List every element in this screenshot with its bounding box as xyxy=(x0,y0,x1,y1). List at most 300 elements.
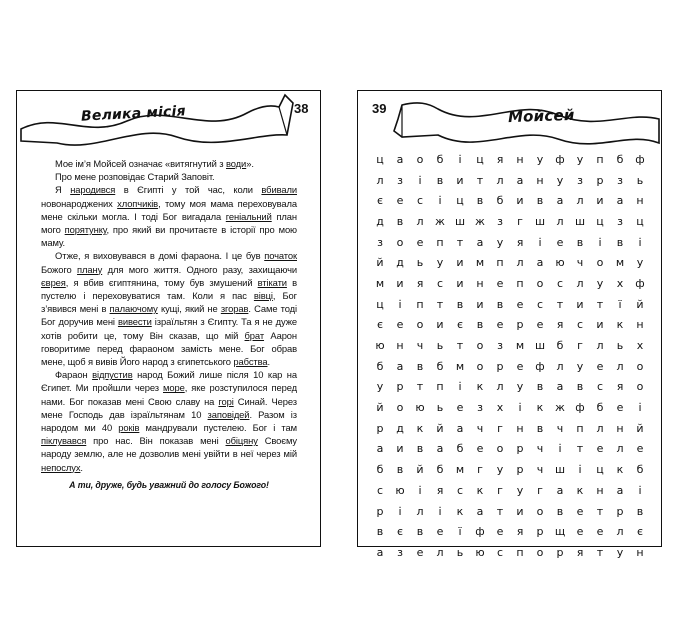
grid-letter[interactable]: ю xyxy=(555,256,565,270)
grid-letter[interactable]: я xyxy=(616,380,624,394)
page-title: Мойсей xyxy=(507,105,575,127)
grid-letter[interactable]: е xyxy=(596,442,604,456)
grid-letter[interactable]: и xyxy=(456,173,464,187)
grid-letter[interactable]: н xyxy=(536,173,544,187)
grid-letter[interactable]: а xyxy=(476,504,484,518)
grid-letter[interactable]: ь xyxy=(456,545,464,559)
grid-letter[interactable]: р xyxy=(596,173,604,187)
grid-letter[interactable]: з xyxy=(497,339,503,353)
grid-letter[interactable]: у xyxy=(376,380,384,394)
grid-letter[interactable]: о xyxy=(396,401,404,415)
grid-letter[interactable]: ц xyxy=(596,214,604,228)
grid-letter[interactable]: у xyxy=(496,463,504,477)
grid-letter[interactable]: ю xyxy=(395,483,405,497)
grid-letter[interactable]: т xyxy=(596,545,604,559)
grid-letter[interactable]: г xyxy=(497,483,503,497)
grid-letter[interactable]: б xyxy=(376,359,384,373)
grid-row xyxy=(370,252,650,273)
grid-letter[interactable]: я xyxy=(436,483,444,497)
grid-letter[interactable]: с xyxy=(556,276,564,290)
grid-letter[interactable]: в xyxy=(576,380,584,394)
grid-letter[interactable]: ф xyxy=(475,525,485,539)
grid-letter[interactable]: е xyxy=(556,235,564,249)
grid-letter[interactable]: с xyxy=(436,276,444,290)
grid-letter[interactable]: з xyxy=(617,214,623,228)
grid-letter[interactable]: г xyxy=(577,339,583,353)
grid-letter[interactable]: а xyxy=(376,545,384,559)
grid-letter[interactable]: і xyxy=(518,401,522,415)
grid-letter[interactable]: о xyxy=(536,504,544,518)
grid-letter[interactable]: в xyxy=(496,297,504,311)
hidden-word: згорав xyxy=(220,303,249,315)
grid-letter[interactable]: а xyxy=(396,152,404,166)
grid-letter[interactable]: е xyxy=(576,504,584,518)
text-segment: Божого xyxy=(41,263,78,275)
grid-letter[interactable]: б xyxy=(636,463,644,477)
grid-letter[interactable]: в xyxy=(536,194,544,208)
grid-letter[interactable]: е xyxy=(416,235,424,249)
grid-letter[interactable]: у xyxy=(536,152,544,166)
grid-letter[interactable]: в xyxy=(616,235,624,249)
grid-letter[interactable]: е xyxy=(596,359,604,373)
grid-letter[interactable]: я xyxy=(556,318,564,332)
grid-row xyxy=(370,542,650,563)
grid-letter[interactable]: я xyxy=(496,152,504,166)
grid-letter[interactable]: л xyxy=(616,359,624,373)
grid-letter[interactable]: х xyxy=(636,339,644,353)
grid-letter[interactable]: ш xyxy=(534,214,546,228)
hidden-word: відпустив xyxy=(92,369,133,381)
grid-letter[interactable]: а xyxy=(456,421,464,435)
grid-letter[interactable]: є xyxy=(396,525,404,539)
grid-letter[interactable]: е xyxy=(416,545,424,559)
grid-letter[interactable]: а xyxy=(616,194,624,208)
grid-letter[interactable]: о xyxy=(636,380,644,394)
grid-letter[interactable]: к xyxy=(476,380,484,394)
grid-letter[interactable]: у xyxy=(596,276,604,290)
story-paragraph xyxy=(41,368,297,474)
grid-letter[interactable]: н xyxy=(516,421,524,435)
grid-letter[interactable]: у xyxy=(576,359,584,373)
grid-letter[interactable]: к xyxy=(476,483,484,497)
grid-letter[interactable]: д xyxy=(396,421,404,435)
grid-letter[interactable]: ц xyxy=(636,214,644,228)
grid-letter[interactable]: я xyxy=(416,276,424,290)
grid-letter[interactable]: о xyxy=(416,152,424,166)
grid-letter[interactable]: п xyxy=(516,276,524,290)
grid-letter[interactable]: е xyxy=(516,297,524,311)
grid-letter[interactable]: ц xyxy=(476,152,484,166)
grid-letter[interactable]: ю xyxy=(415,401,425,415)
grid-letter[interactable]: є xyxy=(376,318,384,332)
grid-letter[interactable]: т xyxy=(456,339,464,353)
grid-letter[interactable]: б xyxy=(436,152,444,166)
grid-letter[interactable]: л xyxy=(596,421,604,435)
grid-letter[interactable]: я xyxy=(516,235,524,249)
grid-letter[interactable]: и xyxy=(396,276,404,290)
grid-letter[interactable]: у xyxy=(556,173,564,187)
grid-letter[interactable]: п xyxy=(436,380,444,394)
text-segment: ізраїльтян з Єгипту. Та я не дуже хотів робити це, тому Він сказав, що мій xyxy=(41,316,298,341)
grid-letter[interactable]: р xyxy=(376,504,384,518)
grid-letter[interactable]: в xyxy=(456,297,464,311)
grid-letter[interactable]: е xyxy=(396,318,404,332)
grid-letter[interactable]: е xyxy=(496,276,504,290)
grid-letter[interactable]: в xyxy=(376,525,384,539)
grid-letter[interactable]: у xyxy=(576,152,584,166)
grid-letter[interactable]: я xyxy=(516,525,524,539)
grid-letter[interactable]: ч xyxy=(556,421,564,435)
grid-letter[interactable]: н xyxy=(516,152,524,166)
grid-letter[interactable]: ч xyxy=(416,339,424,353)
grid-letter[interactable]: л xyxy=(556,359,564,373)
hidden-word: брат xyxy=(244,329,265,341)
grid-letter[interactable]: з xyxy=(577,173,583,187)
grid-letter[interactable]: а xyxy=(376,442,384,456)
grid-letter[interactable]: р xyxy=(496,359,504,373)
grid-letter[interactable]: о xyxy=(636,359,644,373)
grid-row xyxy=(370,273,650,294)
grid-letter[interactable]: у xyxy=(636,256,644,270)
grid-letter[interactable]: и xyxy=(576,297,584,311)
grid-letter[interactable]: з xyxy=(497,214,503,228)
grid-letter[interactable]: н xyxy=(616,421,624,435)
grid-letter[interactable]: і xyxy=(438,194,442,208)
grid-letter[interactable]: у xyxy=(516,483,524,497)
grid-letter[interactable]: ш xyxy=(534,339,546,353)
grid-letter[interactable]: г xyxy=(537,483,543,497)
grid-letter[interactable]: р xyxy=(516,463,524,477)
grid-letter[interactable]: н xyxy=(476,276,484,290)
grid-letter[interactable]: є xyxy=(376,194,384,208)
grid-letter[interactable]: ш xyxy=(574,214,586,228)
grid-letter[interactable]: н xyxy=(396,339,404,353)
grid-letter[interactable]: н xyxy=(636,545,644,559)
text-segment: Мое ім’я Мойсей означає «витягнутий з xyxy=(55,158,226,169)
grid-letter[interactable]: ц xyxy=(376,152,384,166)
grid-letter[interactable]: в xyxy=(396,214,404,228)
grid-letter[interactable]: о xyxy=(476,359,484,373)
grid-letter[interactable]: л xyxy=(496,173,504,187)
grid-letter[interactable]: і xyxy=(458,152,462,166)
grid-letter[interactable]: л xyxy=(616,442,624,456)
grid-row xyxy=(370,170,650,191)
grid-letter[interactable]: л xyxy=(556,214,564,228)
grid-letter[interactable]: і xyxy=(458,380,462,394)
grid-letter[interactable]: а xyxy=(396,359,404,373)
grid-letter[interactable]: с xyxy=(456,483,464,497)
grid-letter[interactable]: с xyxy=(376,483,384,497)
grid-letter[interactable]: м xyxy=(375,276,385,290)
grid-letter[interactable]: г xyxy=(477,463,483,477)
grid-letter[interactable]: ш xyxy=(554,463,566,477)
grid-letter[interactable]: ь xyxy=(616,339,624,353)
grid-letter[interactable]: ц xyxy=(456,194,464,208)
grid-letter[interactable]: ц xyxy=(596,463,604,477)
grid-letter[interactable]: и xyxy=(456,276,464,290)
grid-letter[interactable]: п xyxy=(516,545,524,559)
grid-letter[interactable]: к xyxy=(616,463,624,477)
grid-letter[interactable]: м xyxy=(475,256,485,270)
grid-letter[interactable]: і xyxy=(438,504,442,518)
grid-letter[interactable]: п xyxy=(416,297,424,311)
story-paragraph xyxy=(41,183,297,249)
grid-letter[interactable]: а xyxy=(556,380,564,394)
grid-letter[interactable]: л xyxy=(496,380,504,394)
grid-letter[interactable]: а xyxy=(616,483,624,497)
grid-letter[interactable]: г xyxy=(497,421,503,435)
grid-letter[interactable]: п xyxy=(436,235,444,249)
grid-letter[interactable]: а xyxy=(476,235,484,249)
grid-letter[interactable]: м xyxy=(615,256,625,270)
grid-letter[interactable]: ж xyxy=(475,214,485,228)
grid-letter[interactable]: и xyxy=(516,194,524,208)
grid-letter[interactable]: і xyxy=(578,463,582,477)
grid-letter[interactable]: а xyxy=(436,442,444,456)
grid-letter[interactable]: и xyxy=(476,297,484,311)
grid-letter[interactable]: з xyxy=(477,401,483,415)
grid-letter[interactable]: е xyxy=(636,442,644,456)
grid-letter[interactable]: р xyxy=(536,525,544,539)
grid-letter[interactable]: д xyxy=(376,214,384,228)
grid-letter[interactable]: ж xyxy=(435,214,445,228)
grid-letter[interactable]: и xyxy=(516,504,524,518)
grid-letter[interactable]: о xyxy=(536,545,544,559)
grid-letter[interactable]: о xyxy=(536,276,544,290)
grid-letter[interactable]: и xyxy=(396,442,404,456)
grid-letter[interactable]: в xyxy=(556,504,564,518)
grid-letter[interactable]: а xyxy=(516,173,524,187)
grid-letter[interactable]: ч xyxy=(476,421,484,435)
grid-letter[interactable]: а xyxy=(556,483,564,497)
grid-letter[interactable]: у xyxy=(496,235,504,249)
grid-letter[interactable]: в xyxy=(396,463,404,477)
grid-letter[interactable]: б xyxy=(616,152,624,166)
grid-letter[interactable]: а xyxy=(556,194,564,208)
grid-letter[interactable]: ь xyxy=(436,401,444,415)
grid-letter[interactable]: с xyxy=(496,545,504,559)
grid-letter[interactable]: в xyxy=(436,173,444,187)
grid-letter[interactable]: и xyxy=(596,318,604,332)
grid-letter[interactable]: з xyxy=(617,173,623,187)
grid-letter[interactable]: х xyxy=(496,401,504,415)
grid-letter[interactable]: ф xyxy=(635,152,645,166)
grid-letter[interactable]: к xyxy=(616,318,624,332)
grid-letter[interactable]: б xyxy=(436,359,444,373)
grid-letter[interactable]: у xyxy=(436,256,444,270)
grid-letter[interactable]: и xyxy=(456,256,464,270)
grid-letter[interactable]: і xyxy=(638,235,642,249)
grid-letter[interactable]: я xyxy=(576,545,584,559)
grid-letter[interactable]: й xyxy=(436,421,444,435)
grid-letter[interactable]: л xyxy=(416,214,424,228)
grid-letter[interactable]: л xyxy=(576,194,584,208)
grid-letter[interactable]: б xyxy=(556,339,564,353)
grid-letter[interactable]: б xyxy=(436,463,444,477)
grid-letter[interactable]: е xyxy=(476,442,484,456)
grid-letter[interactable]: е xyxy=(496,318,504,332)
grid-letter[interactable]: в xyxy=(476,194,484,208)
grid-letter[interactable]: о xyxy=(476,339,484,353)
grid-letter[interactable]: е xyxy=(496,525,504,539)
grid-letter[interactable]: ь xyxy=(436,339,444,353)
grid-letter[interactable]: р xyxy=(396,380,404,394)
grid-letter[interactable]: м xyxy=(455,359,465,373)
grid-letter[interactable]: ф xyxy=(575,401,585,415)
grid-letter[interactable]: ц xyxy=(376,297,384,311)
grid-letter[interactable]: р xyxy=(556,545,564,559)
grid-letter[interactable]: т xyxy=(416,380,424,394)
grid-letter[interactable]: в xyxy=(636,504,644,518)
text-segment: Своєму народу землю, але не дозволив мені увійти в неї через мій xyxy=(41,435,297,460)
grid-letter[interactable]: е xyxy=(536,318,544,332)
grid-letter[interactable]: в xyxy=(416,525,424,539)
grid-letter[interactable]: т xyxy=(476,173,484,187)
grid-letter[interactable]: в xyxy=(536,380,544,394)
grid-letter[interactable]: п xyxy=(576,421,584,435)
grid-letter[interactable]: л xyxy=(376,173,384,187)
grid-letter[interactable]: к xyxy=(456,504,464,518)
grid-letter[interactable]: л xyxy=(436,545,444,559)
grid-letter[interactable]: с xyxy=(596,380,604,394)
grid-letter[interactable]: п xyxy=(496,256,504,270)
grid-letter[interactable]: у xyxy=(616,545,624,559)
grid-letter[interactable]: і xyxy=(538,235,542,249)
grid-letter[interactable]: в xyxy=(416,442,424,456)
grid-letter[interactable]: і xyxy=(398,297,402,311)
grid-letter[interactable]: т xyxy=(456,235,464,249)
grid-letter[interactable]: в xyxy=(416,359,424,373)
grid-letter[interactable]: т xyxy=(436,297,444,311)
grid-letter[interactable]: є xyxy=(636,525,644,539)
grid-letter[interactable]: л xyxy=(516,256,524,270)
grid-letter[interactable]: й xyxy=(376,256,384,270)
grid-letter[interactable]: к xyxy=(576,483,584,497)
grid-letter[interactable]: б xyxy=(376,463,384,477)
text-segment: Я xyxy=(55,184,71,196)
grid-letter[interactable]: ч xyxy=(576,256,584,270)
grid-letter[interactable]: л xyxy=(576,276,584,290)
grid-letter[interactable]: е xyxy=(596,525,604,539)
grid-row xyxy=(370,232,650,253)
grid-letter[interactable]: н xyxy=(596,483,604,497)
grid-letter[interactable]: ь xyxy=(416,256,424,270)
grid-letter[interactable]: б xyxy=(456,442,464,456)
grid-letter[interactable]: и xyxy=(436,318,444,332)
grid-letter[interactable]: ю xyxy=(475,545,485,559)
grid-letter[interactable]: з xyxy=(397,173,403,187)
grid-letter[interactable]: і xyxy=(638,401,642,415)
grid-letter[interactable]: ї xyxy=(458,525,462,539)
grid-letter[interactable]: о xyxy=(496,442,504,456)
grid-letter[interactable]: й xyxy=(376,401,384,415)
grid-letter[interactable]: к xyxy=(416,421,424,435)
grid-row xyxy=(370,418,650,439)
grid-letter[interactable]: е xyxy=(616,401,624,415)
grid-letter[interactable]: е xyxy=(396,194,404,208)
grid-letter[interactable]: є xyxy=(456,318,464,332)
grid-letter[interactable]: е xyxy=(436,525,444,539)
grid-letter[interactable]: ч xyxy=(536,442,544,456)
grid-letter[interactable]: с xyxy=(416,194,424,208)
grid-letter[interactable]: г xyxy=(517,214,523,228)
grid-letter[interactable]: к xyxy=(536,401,544,415)
grid-letter[interactable]: ф xyxy=(555,152,565,166)
grid-letter[interactable]: і xyxy=(398,504,402,518)
grid-letter[interactable]: м xyxy=(455,463,465,477)
grid-letter[interactable]: і xyxy=(598,235,602,249)
grid-letter[interactable]: т xyxy=(596,504,604,518)
grid-letter[interactable]: й xyxy=(416,463,424,477)
closing-line: А ти, друже, будь уважний до голосу Божого! xyxy=(69,479,269,490)
grid-letter[interactable]: о xyxy=(416,318,424,332)
grid-letter[interactable]: с xyxy=(536,297,544,311)
grid-letter[interactable]: п xyxy=(596,152,604,166)
grid-letter[interactable]: ю xyxy=(375,339,385,353)
grid-letter[interactable]: ш xyxy=(454,214,466,228)
grid-letter[interactable]: і xyxy=(418,173,422,187)
grid-letter[interactable]: і xyxy=(418,483,422,497)
grid-letter[interactable]: х xyxy=(616,276,624,290)
grid-letter[interactable]: б xyxy=(496,194,504,208)
grid-letter[interactable]: з xyxy=(397,545,403,559)
hidden-word: геніальний xyxy=(225,210,272,222)
grid-letter[interactable]: й xyxy=(636,297,644,311)
grid-letter[interactable]: ї xyxy=(618,297,622,311)
grid-letter[interactable]: р xyxy=(516,442,524,456)
grid-letter[interactable]: т xyxy=(496,504,504,518)
grid-letter[interactable]: р xyxy=(376,421,384,435)
grid-letter[interactable]: д xyxy=(396,256,404,270)
grid-letter[interactable]: с xyxy=(576,318,584,332)
grid-letter[interactable]: щ xyxy=(554,525,566,539)
grid-letter[interactable]: й xyxy=(636,421,644,435)
grid-letter[interactable]: о xyxy=(596,256,604,270)
grid-letter[interactable]: н xyxy=(636,194,644,208)
grid-letter[interactable]: о xyxy=(396,235,404,249)
text-segment: , яке розступилося перед нами. Бог показав мені Свою славу на xyxy=(41,382,297,407)
grid-letter[interactable]: р xyxy=(616,504,624,518)
grid-letter[interactable]: ж xyxy=(555,401,565,415)
grid-letter[interactable]: л xyxy=(616,525,624,539)
grid-letter[interactable]: л xyxy=(596,339,604,353)
grid-letter[interactable]: ь xyxy=(636,173,644,187)
grid-letter[interactable]: ч xyxy=(536,463,544,477)
grid-letter[interactable]: н xyxy=(636,318,644,332)
grid-letter[interactable]: в xyxy=(536,421,544,435)
grid-letter[interactable]: з xyxy=(377,235,383,249)
grid-letter[interactable]: е xyxy=(456,401,464,415)
grid-letter[interactable]: і xyxy=(558,442,562,456)
grid-letter[interactable]: і xyxy=(638,483,642,497)
grid-letter[interactable]: т xyxy=(596,297,604,311)
grid-letter[interactable]: в xyxy=(576,235,584,249)
grid-letter[interactable]: в xyxy=(476,318,484,332)
grid-letter[interactable]: и xyxy=(596,194,604,208)
grid-letter[interactable]: т xyxy=(576,442,584,456)
grid-letter[interactable]: е xyxy=(576,525,584,539)
grid-letter[interactable]: у xyxy=(516,380,524,394)
grid-letter[interactable]: м xyxy=(515,339,525,353)
grid-letter[interactable]: т xyxy=(556,297,564,311)
grid-letter[interactable]: е xyxy=(516,359,524,373)
grid-letter[interactable]: л xyxy=(416,504,424,518)
grid-letter[interactable]: р xyxy=(516,318,524,332)
grid-letter[interactable]: а xyxy=(536,256,544,270)
grid-letter[interactable]: ф xyxy=(635,276,645,290)
grid-letter[interactable]: ф xyxy=(535,359,545,373)
grid-letter[interactable]: б xyxy=(596,401,604,415)
